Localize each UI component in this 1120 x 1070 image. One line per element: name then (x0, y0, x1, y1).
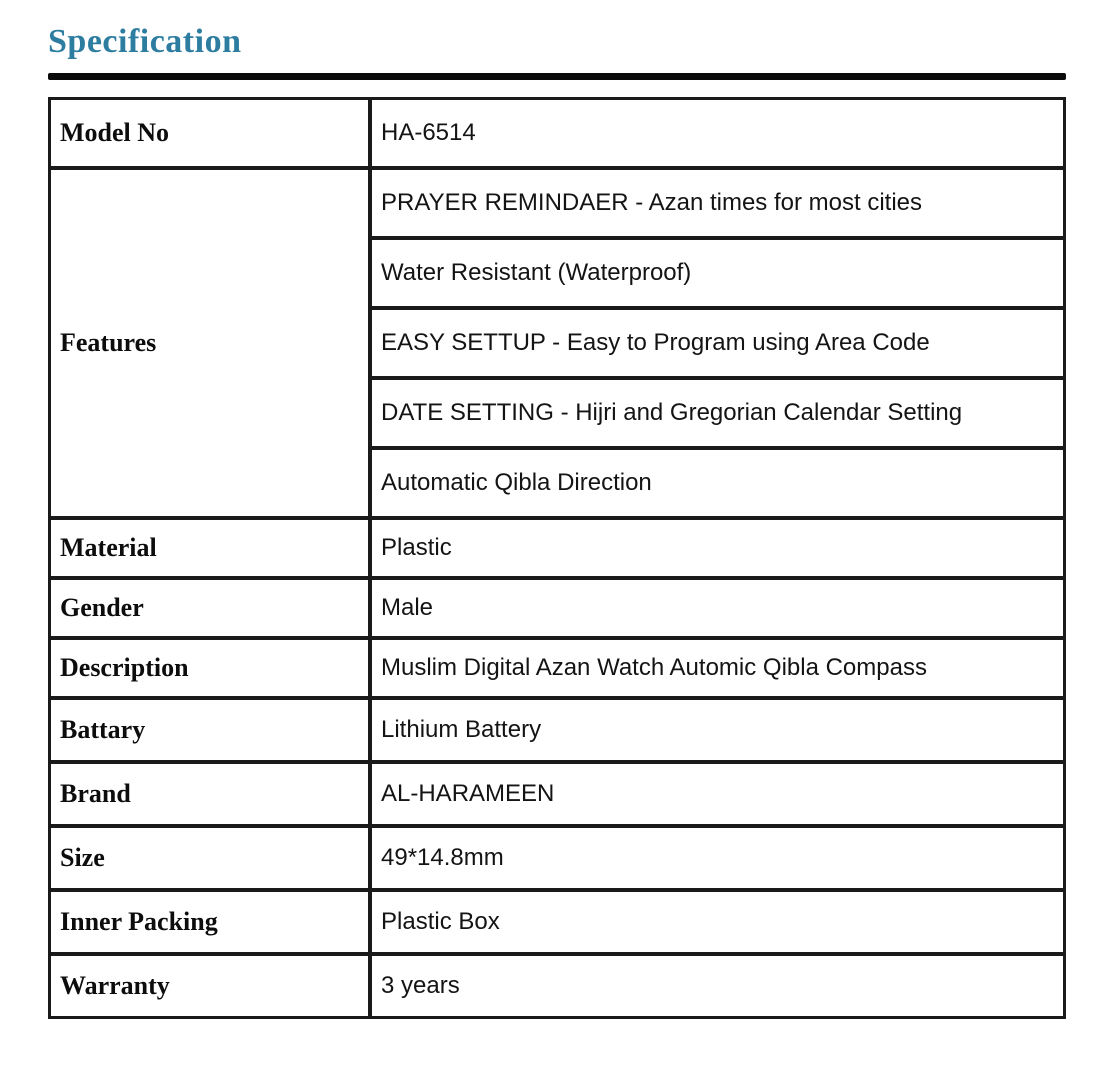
row-label-material: Material (49, 518, 370, 578)
row-value-battary: Lithium Battery (370, 698, 1065, 762)
row-label-warranty: Warranty (49, 954, 370, 1018)
table-row (49, 168, 1065, 238)
row-value-feature-5: Automatic Qibla Direction (370, 448, 1065, 518)
row-label-battary: Battary (49, 698, 370, 762)
table-row (49, 518, 1065, 578)
spec-content (48, 22, 1066, 1019)
page-title: Specification (48, 23, 242, 60)
table-row (49, 762, 1065, 826)
table-row (49, 954, 1065, 1018)
table-row (49, 98, 1065, 168)
table-row (49, 578, 1065, 638)
table-row (49, 698, 1065, 762)
row-value-feature-1: PRAYER REMINDAER - Azan times for most cities (370, 168, 1065, 238)
row-value-material: Plastic (370, 518, 1065, 578)
table-row (49, 890, 1065, 954)
table-row (49, 826, 1065, 890)
row-value-warranty: 3 years (370, 954, 1065, 1018)
row-label-brand: Brand (49, 762, 370, 826)
row-label-gender: Gender (49, 578, 370, 638)
row-value-description: Muslim Digital Azan Watch Automic Qibla Compass (370, 638, 1065, 698)
title-underline-rule (48, 73, 1066, 80)
row-value-model-no: HA-6514 (370, 98, 1065, 168)
row-label-features: Features (49, 168, 370, 518)
table-row (49, 638, 1065, 698)
row-value-brand: AL-HARAMEEN (370, 762, 1065, 826)
row-label-model-no: Model No (49, 98, 370, 168)
specification-table (48, 97, 1066, 1019)
row-label-size: Size (49, 826, 370, 890)
row-label-inner-packing: Inner Packing (49, 890, 370, 954)
row-value-inner-packing: Plastic Box (370, 890, 1065, 954)
row-label-description: Description (49, 638, 370, 698)
row-value-size: 49*14.8mm (370, 826, 1065, 890)
row-value-feature-4: DATE SETTING - Hijri and Gregorian Calendar Setting (370, 378, 1065, 448)
row-value-gender: Male (370, 578, 1065, 638)
row-value-feature-3: EASY SETTUP - Easy to Program using Area Code (370, 308, 1065, 378)
row-value-feature-2: Water Resistant (Waterproof) (370, 238, 1065, 308)
